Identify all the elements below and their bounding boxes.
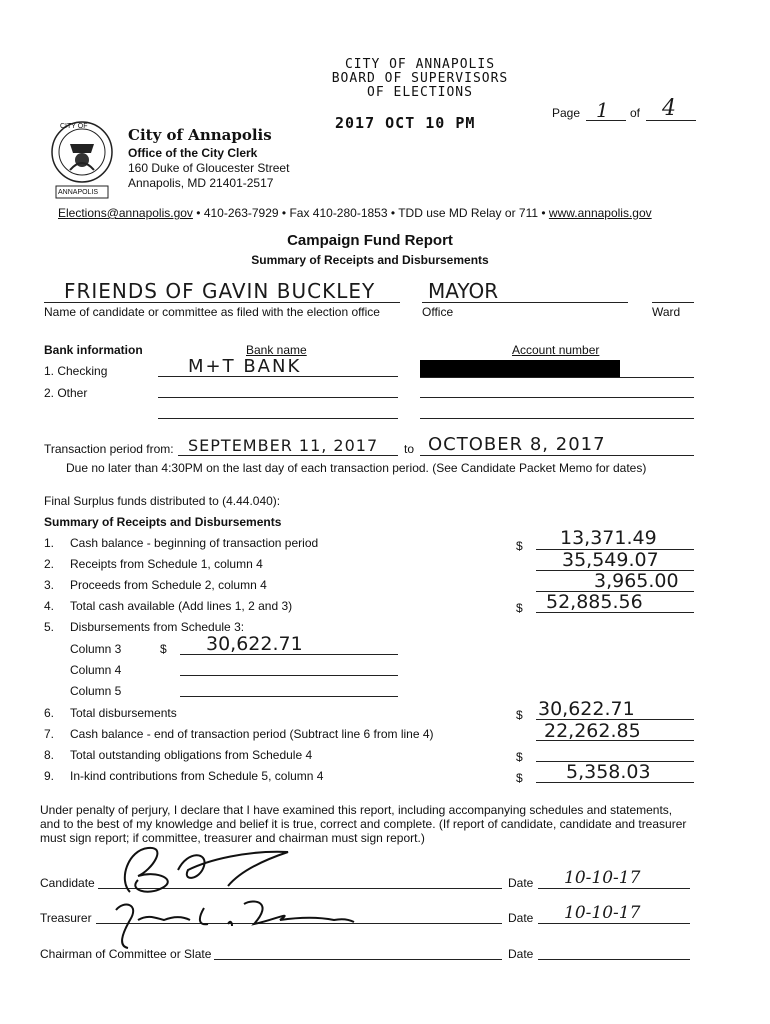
treasurer-signature bbox=[104, 890, 364, 950]
column-5-value[interactable] bbox=[180, 696, 398, 697]
other-account-line-2[interactable] bbox=[420, 418, 694, 419]
account-number-label: Account number bbox=[512, 343, 600, 357]
column-label: Column 5 bbox=[70, 684, 122, 698]
ward-label: Ward bbox=[652, 305, 681, 319]
line-label: Total cash available (Add lines 1, 2 and 3) bbox=[70, 599, 293, 613]
stamp-line-1: CITY OF ANNAPOLIS bbox=[344, 57, 496, 72]
candidate-date-label: Date bbox=[508, 876, 534, 890]
line-value-receipts[interactable]: 35,549.07 bbox=[562, 549, 659, 571]
treasurer-date-line bbox=[538, 923, 690, 924]
declaration-text: Under penalty of perjury, I declare that I have examined this report, including accompanying schedules and statements, and to the best of my knowledge and belief it is true, correct and complete. (If report of candidate, candidate and treasurer must sign report; if committee, treasurer and chairman must sign report.) bbox=[40, 803, 687, 845]
other-label: 2. Other bbox=[44, 386, 88, 400]
line-dollar: $ bbox=[516, 708, 523, 722]
line-num: 3. bbox=[44, 578, 55, 592]
line-dollar: $ bbox=[516, 771, 523, 785]
fax: Fax 410-280-1853 bbox=[289, 206, 388, 220]
column-dollar: $ bbox=[160, 642, 167, 656]
line-label: Cash balance - end of transaction period (Subtract line 6 from line 4) bbox=[70, 727, 434, 741]
office-value[interactable]: MAYOR bbox=[428, 279, 499, 303]
line-num: 9. bbox=[44, 769, 55, 783]
line-label: Total disbursements bbox=[70, 706, 177, 720]
candidate-value[interactable]: FRIENDS OF GAVIN BUCKLEY bbox=[64, 279, 376, 303]
stamp-line-2: BOARD OF SUPERVISORS bbox=[331, 71, 509, 86]
checking-account-line bbox=[420, 377, 694, 378]
seal-text-bottom: ANNAPOLIS bbox=[58, 189, 99, 196]
bank-info-label: Bank information bbox=[44, 343, 143, 357]
period-to[interactable]: OCTOBER 8, 2017 bbox=[428, 434, 606, 455]
line-dollar: $ bbox=[516, 750, 523, 764]
column-label: Column 3 bbox=[70, 642, 122, 656]
period-to-line bbox=[420, 455, 694, 456]
line-value-in-kind[interactable]: 5,358.03 bbox=[566, 761, 651, 783]
column-3-value[interactable]: 30,622.71 bbox=[206, 633, 303, 655]
summary-heading: Summary of Receipts and Disbursements bbox=[44, 515, 282, 529]
treasurer-signature-label: Treasurer bbox=[40, 911, 92, 925]
office-line bbox=[422, 302, 628, 303]
tdd: TDD use MD Relay or 711 bbox=[398, 206, 539, 220]
page-of-label: of bbox=[630, 106, 641, 120]
candidate-date-line bbox=[538, 888, 690, 889]
period-label: Transaction period from: bbox=[44, 442, 174, 456]
other-bank-line[interactable] bbox=[158, 397, 398, 398]
received-stamp bbox=[330, 58, 510, 100]
candidate-label: Name of candidate or committee as filed with the election office bbox=[44, 305, 380, 319]
checking-bank[interactable]: M+T BANK bbox=[188, 356, 302, 377]
candidate-date[interactable]: 10-10-17 bbox=[564, 868, 641, 888]
other-bank-line-2[interactable] bbox=[158, 418, 398, 419]
office-street: 160 Duke of Gloucester Street bbox=[128, 161, 290, 175]
due-note: Due no later than 4:30PM on the last day of each transaction period. (See Candidate Packet Memo for dates) bbox=[66, 461, 647, 475]
line-label: Proceeds from Schedule 2, column 4 bbox=[70, 578, 267, 592]
bank-name-label: Bank name bbox=[246, 343, 307, 357]
contact-line: Elections@annapolis.gov • 410-263-7929 • Fax 410-280-1853 • TDD use MD Relay or 711 • www.annapolis.gov bbox=[58, 206, 652, 220]
treasurer-date-label: Date bbox=[508, 911, 534, 925]
line-value-total-cash[interactable]: 52,885.56 bbox=[546, 591, 643, 613]
other-account-line[interactable] bbox=[420, 397, 694, 398]
page-label: Page bbox=[552, 106, 581, 120]
line-num: 2. bbox=[44, 557, 55, 571]
checking-label: 1. Checking bbox=[44, 364, 108, 378]
line-num: 6. bbox=[44, 706, 55, 720]
chairman-signature-line[interactable] bbox=[214, 959, 502, 960]
line-value-cash-end[interactable]: 22,262.85 bbox=[544, 720, 641, 742]
email-link[interactable]: Elections@annapolis.gov bbox=[58, 206, 193, 220]
period-from[interactable]: SEPTEMBER 11, 2017 bbox=[188, 436, 379, 455]
line-underline bbox=[536, 740, 694, 741]
period-to-label: to bbox=[404, 442, 415, 456]
form-title: Campaign Fund Report bbox=[287, 232, 453, 249]
form-subtitle: Summary of Receipts and Disbursements bbox=[251, 253, 489, 267]
city-title: City of Annapolis bbox=[128, 126, 272, 144]
office-label: Office bbox=[422, 305, 454, 319]
line-value-cash-beginning[interactable]: 13,371.49 bbox=[560, 527, 657, 549]
page-total: 4 bbox=[662, 96, 676, 121]
column-4-value[interactable] bbox=[180, 675, 398, 676]
redacted-account-number bbox=[420, 360, 620, 378]
office-name: Office of the City Clerk bbox=[128, 146, 258, 160]
line-underline bbox=[536, 782, 694, 783]
checking-bank-line bbox=[158, 376, 398, 377]
city-seal-icon bbox=[48, 118, 116, 200]
line-value-proceeds[interactable]: 3,965.00 bbox=[594, 570, 679, 592]
line-num: 5. bbox=[44, 620, 55, 634]
line-num: 1. bbox=[44, 536, 55, 550]
stamp-line-3: OF ELECTIONS bbox=[367, 85, 473, 100]
page-current: 1 bbox=[596, 98, 609, 122]
website-link[interactable]: www.annapolis.gov bbox=[548, 206, 652, 220]
line-num: 7. bbox=[44, 727, 55, 741]
line-label: Cash balance - beginning of transaction period bbox=[70, 536, 319, 550]
treasurer-date[interactable]: 10-10-17 bbox=[564, 903, 641, 923]
line-underline bbox=[536, 612, 694, 613]
line-label: Disbursements from Schedule 3: bbox=[70, 620, 245, 634]
line-dollar: $ bbox=[516, 539, 523, 553]
line-label: In-kind contributions from Schedule 5, column 4 bbox=[70, 769, 324, 783]
line-label: Total outstanding obligations from Schedule 4 bbox=[70, 748, 313, 762]
stamp-received-date: 2017 OCT 10 PM bbox=[335, 114, 476, 132]
line-dollar: $ bbox=[516, 601, 523, 615]
office-city-state: Annapolis, MD 21401-2517 bbox=[128, 176, 274, 190]
line-num: 8. bbox=[44, 748, 55, 762]
seal-text-top: CITY OF bbox=[60, 123, 88, 130]
candidate-signature-label: Candidate bbox=[40, 876, 95, 890]
ward-line bbox=[652, 302, 694, 303]
surplus-label: Final Surplus funds distributed to (4.44.040): bbox=[44, 494, 281, 508]
line-label: Receipts from Schedule 1, column 4 bbox=[70, 557, 263, 571]
period-from-line bbox=[178, 455, 398, 456]
column-underline bbox=[180, 654, 398, 655]
column-label: Column 4 bbox=[70, 663, 122, 677]
chairman-date-label: Date bbox=[508, 947, 534, 961]
phone: 410-263-7929 bbox=[203, 206, 279, 220]
chairman-date-line[interactable] bbox=[538, 959, 690, 960]
candidate-line bbox=[44, 302, 400, 303]
line-value-total-disbursements[interactable]: 30,622.71 bbox=[538, 698, 635, 720]
chairman-signature-label: Chairman of Committee or Slate bbox=[40, 947, 212, 961]
line-num: 4. bbox=[44, 599, 55, 613]
